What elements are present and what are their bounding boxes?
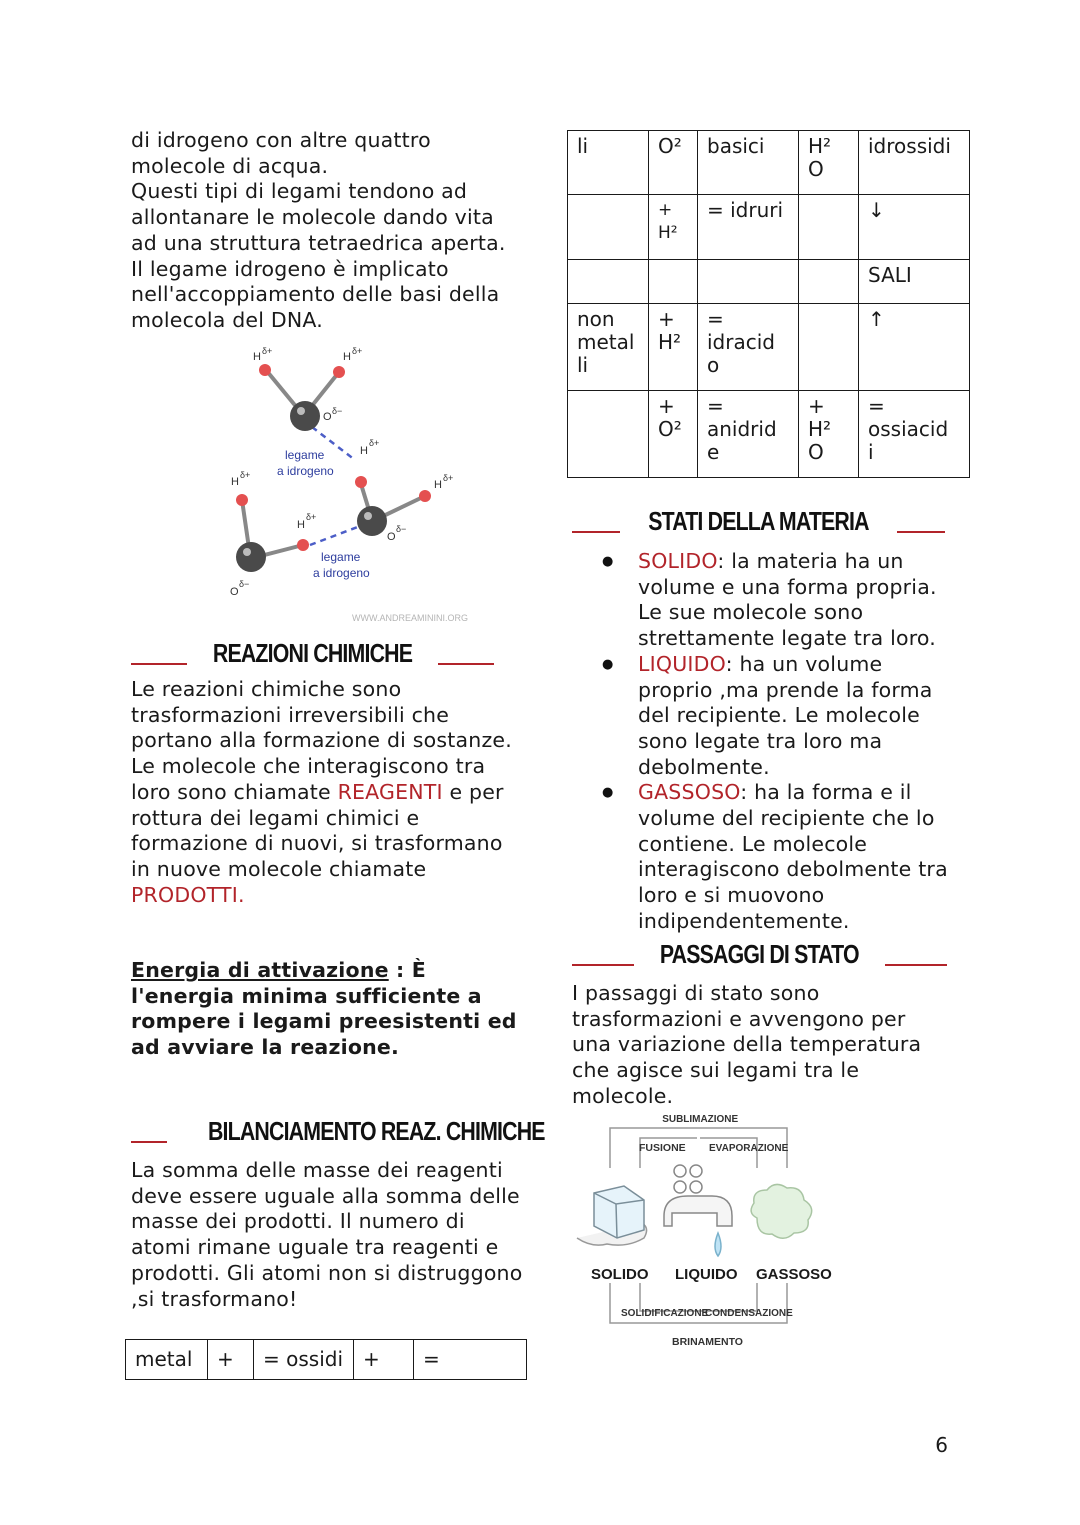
delta-plus-label: δ+	[306, 512, 317, 522]
table-cell: + H² O	[799, 391, 859, 478]
table-cell: SALI	[859, 260, 970, 304]
hydrogen-bond-diagram	[215, 340, 505, 630]
reactions-p1: Le reazioni chimiche sono trasformazioni irreversibili che portano alla formazione di sostanze.	[131, 677, 512, 753]
hydrogen-atom	[259, 364, 271, 376]
hydrogen-atom	[333, 366, 345, 378]
evaporazione-label: EVAPORAZIONE	[709, 1143, 789, 1154]
delta-minus-label: δ−	[239, 579, 250, 589]
delta-plus-label: δ+	[240, 470, 251, 480]
h-label: H	[434, 479, 442, 491]
intro-line: di idrogeno con altre quattro	[131, 128, 431, 152]
table-cell: =	[414, 1340, 527, 1380]
table-cell	[649, 260, 698, 304]
hydrogen-atom	[355, 476, 367, 488]
table-cell: + H²	[649, 304, 698, 391]
balance-paragraph: La somma delle masse dei reagenti deve essere uguale alla somma delle masse dei prodotti. Il numero di atomi rimane uguale tra reagenti e prodotti. Gli atomi non si distruggono ,si trasformano!	[131, 1158, 523, 1311]
oxygen-atom	[290, 401, 320, 431]
delta-plus-label: δ+	[262, 346, 273, 356]
activation-term: Energia di attivazione	[131, 958, 389, 982]
sublimazione-label: SUBLIMAZIONE	[662, 1113, 739, 1126]
balance-heading	[131, 1113, 545, 1147]
table-cell: metal	[126, 1340, 208, 1380]
delta-minus-label: δ−	[332, 406, 343, 416]
hydrogen-atom	[419, 490, 431, 502]
heading-rule	[897, 531, 945, 533]
reactions-paragraph	[131, 677, 526, 908]
intro-line: nell'accoppiamento delle basi della	[131, 282, 500, 307]
brinamento-label: BRINAMENTO	[672, 1336, 743, 1348]
h-label: H	[343, 351, 351, 363]
table-cell: li	[568, 131, 649, 195]
diagram-credit: WWW.ANDREAMININI.ORG	[352, 613, 468, 623]
activation-definition: : È l'energia minima sufficiente a rompere i legami preesistenti ed ad avviare la reazione.	[131, 958, 517, 1060]
heading-rule	[131, 663, 187, 665]
heading-rule	[572, 964, 634, 966]
table-cell: = ossiacid i	[859, 391, 970, 478]
balance-heading-text: BILANCIAMENTO REAZ. CHIMICHE	[207, 1116, 545, 1146]
intro-line: allontanare le molecole dando vita	[131, 205, 494, 230]
intro-paragraph	[131, 128, 526, 334]
prodotti-term: PRODOTTI.	[131, 882, 245, 907]
reactions-heading	[131, 635, 494, 669]
table-cell	[799, 304, 859, 391]
table-cell: H² O	[799, 131, 859, 195]
solidificazione-label: SOLIDIFICAZIONE	[621, 1308, 709, 1319]
intro-line: ad una struttura tetraedrica aperta.	[131, 230, 506, 255]
fusione-label: FUSIONE	[639, 1142, 686, 1154]
hydrogen-atom	[297, 539, 309, 551]
table-cell	[568, 195, 649, 260]
table-cell: basici	[698, 131, 799, 195]
table-cell: +	[354, 1340, 414, 1380]
table-cell	[568, 391, 649, 478]
state-item-solido: ● SOLIDO: la materia ha un volume e una forma propria. Le sue molecole sono strettamente legate tra loro.	[572, 549, 952, 652]
hydrogen-bond-label-1: legame	[285, 448, 325, 462]
condensazione-label: CONDENSAZIONE	[705, 1308, 793, 1319]
intro-line: Il legame idrogeno è implicato	[131, 256, 449, 281]
delta-plus-label: δ+	[443, 473, 454, 483]
o-label: O	[387, 531, 396, 543]
table-cell: = idruri	[698, 195, 799, 260]
state-term: LIQUIDO	[638, 651, 726, 676]
delta-plus-label: δ+	[352, 346, 363, 356]
table-cell: ↑	[859, 304, 970, 391]
activation-energy-definition	[131, 958, 526, 1061]
heading-rule	[131, 1141, 167, 1143]
transitions-heading-text: PASSAGGI DI STATO	[660, 939, 859, 969]
table-cell	[799, 260, 859, 304]
states-heading	[572, 503, 945, 537]
state-item-gassoso: ● GASSOSO: ha la forma e il volume del recipiente che lo contiene. Le molecole interagiscono debolmente tra loro e si muovono indipendentemente.	[572, 780, 952, 934]
hydrogen-atom	[236, 494, 248, 506]
intro-line: Questi tipi di legami tendono ad	[131, 179, 468, 204]
table-cell: = ossidi	[254, 1340, 354, 1380]
table-cell	[568, 260, 649, 304]
hydrogen-bond-label-1b: a idrogeno	[277, 464, 334, 478]
states-list	[572, 549, 952, 935]
oxygen-atom	[357, 506, 387, 536]
transitions-paragraph: I passaggi di stato sono trasformazioni e avvengono per una variazione della temperatura che agisce sui legami tra le molecole.	[572, 981, 922, 1108]
table-cell	[698, 260, 799, 304]
table-cell: non metal li	[568, 304, 649, 391]
intro-line: molecola del DNA.	[131, 307, 323, 332]
oxygen-atom	[236, 542, 266, 572]
faucet-icon	[664, 1165, 732, 1256]
h-label: H	[360, 445, 368, 457]
table-cell: = idracid o	[698, 304, 799, 391]
state-term: SOLIDO	[638, 549, 718, 573]
ice-cube-icon	[577, 1186, 647, 1245]
table-cell: idrossidi	[859, 131, 970, 195]
reactions-p2: Le molecole che interagiscono tra loro sono chiamate REAGENTI e per rottura dei legami chimici e formazione di nuovi, si trasformano in nuove molecole chiamate PRODOTTI.	[131, 754, 504, 907]
states-heading-text: STATI DELLA MATERIA	[648, 506, 869, 536]
hydrogen-bond-label-2b: a idrogeno	[313, 566, 370, 580]
table-cell: = anidrid e	[698, 391, 799, 478]
hydrogen-bond-label-2: legame	[321, 550, 361, 564]
gassoso-label: GASSOSO	[756, 1266, 832, 1283]
state-term: GASSOSO	[638, 780, 741, 805]
state-transitions-diagram	[572, 1108, 832, 1353]
heading-rule	[885, 964, 947, 966]
table-cell: + H²	[649, 195, 698, 260]
h-label: H	[297, 519, 305, 531]
table-cell	[799, 195, 859, 260]
compounds-table	[567, 130, 970, 478]
h-label: H	[231, 476, 239, 488]
state-item-liquido: ● LIQUIDO: ha un volume proprio ,ma prende la forma del recipiente. Le molecole sono legate tra loro ma debolmente.	[572, 652, 952, 781]
table-cell: ↓	[859, 195, 970, 260]
table-cell: + O²	[649, 391, 698, 478]
page-number: 6	[935, 1433, 948, 1457]
reagenti-term: REAGENTI	[337, 779, 443, 804]
o-label: O	[230, 586, 239, 598]
transitions-heading	[572, 936, 947, 970]
reactions-heading-text: REAZIONI CHIMICHE	[212, 638, 413, 668]
o-label: O	[323, 411, 332, 423]
table-cell: O²	[649, 131, 698, 195]
intro-line: molecole di acqua.	[131, 153, 329, 178]
steam-cloud-icon	[751, 1184, 812, 1238]
metal-oxide-table	[125, 1339, 527, 1380]
table-cell: +	[208, 1340, 254, 1380]
delta-minus-label: δ−	[396, 524, 407, 534]
heading-rule	[438, 663, 494, 665]
h-label: H	[253, 351, 261, 363]
solido-label: SOLIDO	[591, 1266, 649, 1283]
heading-rule	[572, 531, 620, 533]
delta-plus-label: δ+	[369, 438, 380, 448]
liquido-label: LIQUIDO	[675, 1266, 738, 1283]
